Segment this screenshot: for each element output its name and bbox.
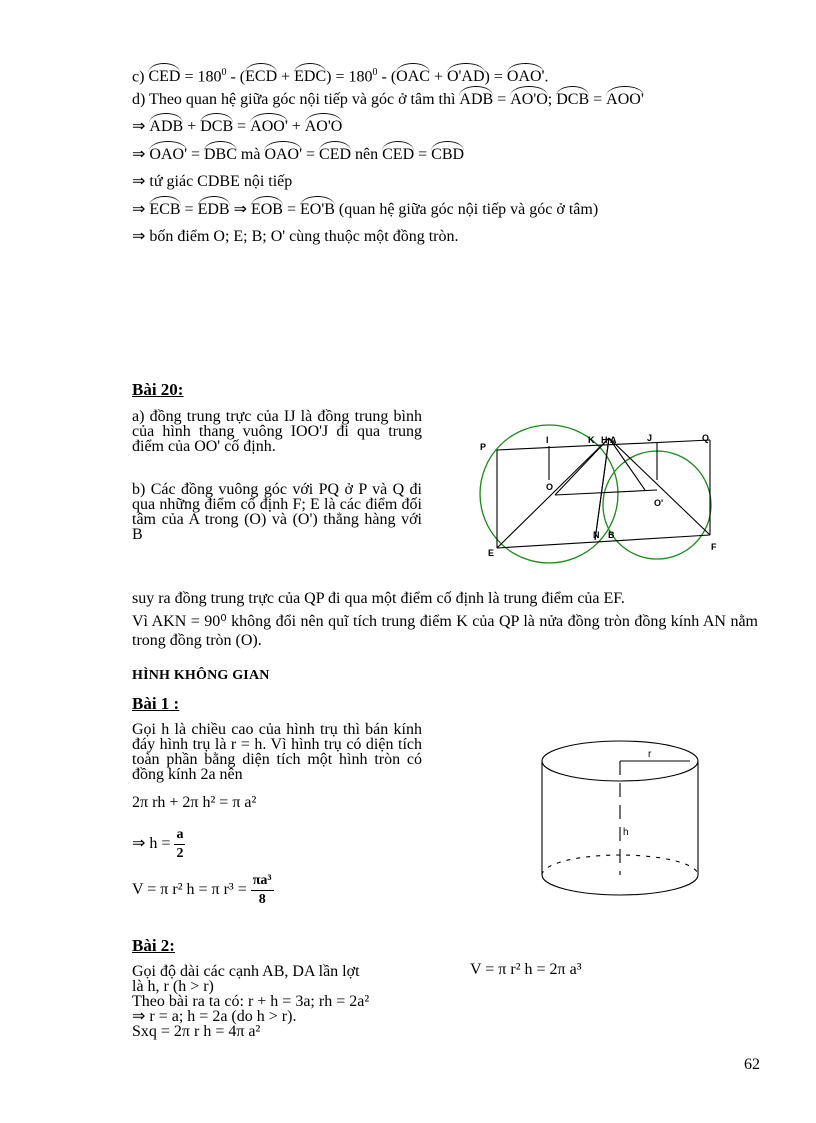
- bai20-figure: [470, 410, 720, 580]
- label-p: P: [480, 442, 487, 452]
- bai20-continuation-2: Vì AKN = 90⁰ không đổi nên quĩ tích trung điểm K của QP là nửa đồng tròn đồng kính AN nằm trong đồng tròn (O).: [132, 613, 758, 649]
- solution-d-step3: ⇒ tứ giác CDBE nội tiếp: [132, 173, 293, 190]
- label-a: A: [610, 435, 617, 445]
- section-heading: HÌNH KHÔNG GIAN: [132, 668, 270, 683]
- label-e: E: [488, 548, 495, 558]
- label-r: r: [648, 749, 652, 760]
- bai2-line4: ⇒ r = a; h = 2a (do h > r).: [132, 1008, 297, 1025]
- cylinder-figure: [530, 735, 710, 905]
- bai2-line2: là h, r (h > r): [132, 978, 214, 995]
- label-o: O: [546, 482, 554, 492]
- bai20-title: Bài 20:: [132, 380, 184, 399]
- bai20-part-a: a) đồng trung trực của IJ là đồng trung bình của hình thang vuông IOO'J đi qua trung điểm của OO' cố định.: [132, 408, 422, 455]
- page-number: 62: [744, 1056, 760, 1073]
- bai2-title: Bài 2:: [132, 936, 175, 955]
- solution-c: c) CED = $180^0 - (ECD + EDC) = 180^0 - (OAC + O'AD) = OAO'$.: [132, 67, 549, 86]
- label-b: B: [608, 530, 615, 540]
- bai2-volume: V = π r² h = 2π a³: [470, 961, 582, 978]
- label-k: K: [588, 435, 595, 445]
- label-h-dim: h: [623, 827, 629, 838]
- label-f: F: [711, 542, 717, 552]
- bai20-continuation-1: suy ra đồng trung trực của QP đi qua một điểm cố định là trung điểm của EF.: [132, 590, 625, 607]
- label-j: J: [647, 433, 653, 443]
- solution-d-step4: ⇒ ECB = EDB ⇒ EOB = EO'B (quan hệ giữa góc nội tiếp và góc ở tâm): [132, 201, 599, 218]
- solution-d-step5: ⇒ bốn điểm O; E; B; O' cùng thuộc một đồng tròn.: [132, 228, 459, 245]
- bai2-line3: Theo bài ra ta có: r + h = 3a; rh = 2a²: [132, 993, 370, 1010]
- bai1-eq1: 2π rh + 2π h² = π a²: [132, 794, 257, 811]
- label-q: Q: [702, 433, 710, 443]
- solution-d-step2: ⇒ OAO' = DBC mà OAO' = CED nên CED = CBD: [132, 146, 465, 163]
- label-o-prime: O': [654, 498, 664, 508]
- solution-d-step1: ⇒ ADB + DCB = AOO' + AO'O: [132, 118, 343, 135]
- bai1-eq3: V = π r² h = π r³ = $\frac{\text{πa³}}{8}$: [132, 873, 272, 907]
- label-h: H: [601, 435, 608, 445]
- bai2-line5: Sxq = 2π r h = 4π a²: [132, 1023, 261, 1040]
- bai2-body: [132, 964, 452, 1039]
- bai20-part-b: b) Các đồng vuông góc với PQ ở P và Q đi qua những điểm cố định F; E là các điểm đối tâm của A trong (O) và (O') thẳng hàng với B: [132, 481, 422, 543]
- solution-d-intro: d) Theo quan hệ giữa góc nội tiếp và góc ở tâm thì ADB = AO'O; DCB = AOO': [132, 91, 644, 108]
- bai1-title: Bài 1 :: [132, 694, 180, 713]
- bai2-line1: Gọi độ dài các cạnh AB, DA lần lợt: [132, 963, 360, 980]
- label-n: N: [593, 530, 600, 540]
- label-i: I: [546, 435, 549, 445]
- bai1-text: Gọi h là chiều cao của hình trụ thì bán kính đáy hình trụ là r = h. Vì hình trụ có diện tích toàn phần bằng diện tích một hình tròn có đồng kính 2a nên: [132, 721, 422, 783]
- bai1-eq2: ⇒ h = $\frac{a}{2}$: [132, 827, 184, 861]
